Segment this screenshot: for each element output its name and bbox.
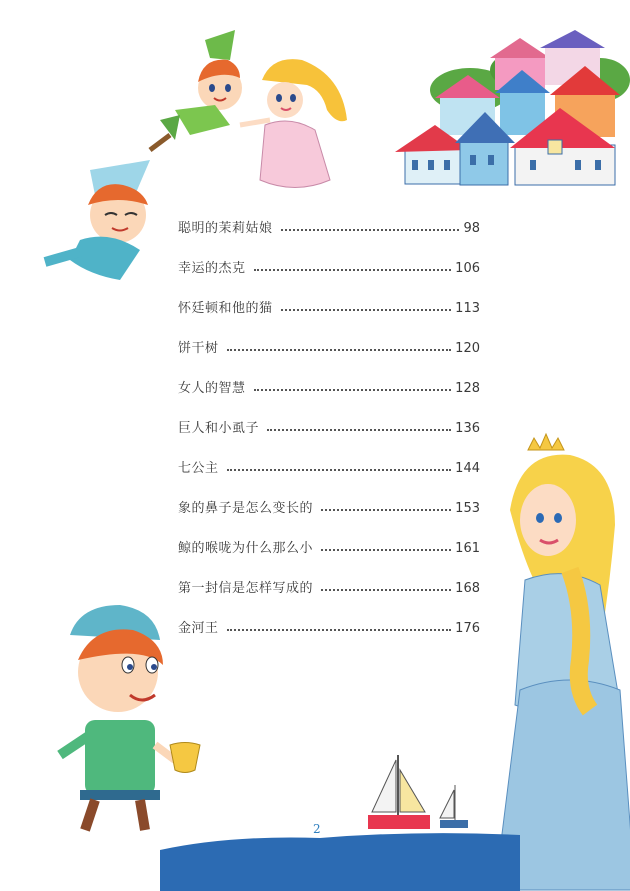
toc-entry-page: 128 <box>455 381 480 396</box>
toc-leader-dots <box>321 589 451 591</box>
toc-entry[interactable] <box>178 532 480 556</box>
toc-entry[interactable] <box>178 252 480 276</box>
page-number: 2 <box>313 822 321 836</box>
toc-entry[interactable] <box>178 212 480 236</box>
toc-leader-dots <box>254 269 452 271</box>
toc-entry-title: 鲸的喉咙为什么那么小 <box>178 541 314 556</box>
toc-entry[interactable] <box>178 492 480 516</box>
toc-entry-page: 113 <box>455 301 480 316</box>
toc-entry-page: 98 <box>463 221 480 236</box>
toc-entry-title: 饼干树 <box>178 341 219 356</box>
toc-entry-title: 象的鼻子是怎么变长的 <box>178 501 314 516</box>
toc-entry-title: 金河王 <box>178 621 219 636</box>
sea-illustration <box>160 755 520 891</box>
flying-blue-boy <box>45 160 150 280</box>
toc-entry[interactable] <box>178 572 480 596</box>
toc-leader-dots <box>254 389 452 391</box>
flying-pink-girl <box>240 59 347 187</box>
toc-entry-title: 七公主 <box>178 461 219 476</box>
toc-entry-title: 巨人和小虱子 <box>178 421 260 436</box>
toc-entry[interactable] <box>178 612 480 636</box>
toc-entry-page: 136 <box>455 421 480 436</box>
toc-entry-page: 144 <box>455 461 480 476</box>
toc-entry-page: 120 <box>455 341 480 356</box>
toc-entry-title: 聪明的茉莉姑娘 <box>178 221 273 236</box>
toc-entry-page: 161 <box>455 541 480 556</box>
toc-entry[interactable] <box>178 452 480 476</box>
toc-entry-title: 第一封信是怎样写成的 <box>178 581 314 596</box>
toc-entry[interactable] <box>178 332 480 356</box>
toc-entry-page: 168 <box>455 581 480 596</box>
toc-entry-page: 106 <box>455 261 480 276</box>
toc-entry-title: 幸运的杰克 <box>178 261 246 276</box>
toc-leader-dots <box>281 229 460 231</box>
boy-with-bell <box>60 605 200 830</box>
toc-entry-title: 女人的智慧 <box>178 381 246 396</box>
toc-entry[interactable] <box>178 292 480 316</box>
toc-entry-title: 怀廷顿和他的猫 <box>178 301 273 316</box>
toc-leader-dots <box>321 509 451 511</box>
toc-entry-page: 176 <box>455 621 480 636</box>
toc-entry[interactable] <box>178 372 480 396</box>
toc-leader-dots <box>281 309 452 311</box>
toc-entry[interactable] <box>178 412 480 436</box>
princess-illustration <box>495 434 630 890</box>
village-illustration <box>395 30 630 185</box>
toc-leader-dots <box>321 549 451 551</box>
toc-leader-dots <box>267 429 451 431</box>
flying-green-boy <box>150 30 242 150</box>
toc-entry-page: 153 <box>455 501 480 516</box>
toc-leader-dots <box>227 349 452 351</box>
toc-leader-dots <box>227 469 452 471</box>
toc-leader-dots <box>227 629 452 631</box>
